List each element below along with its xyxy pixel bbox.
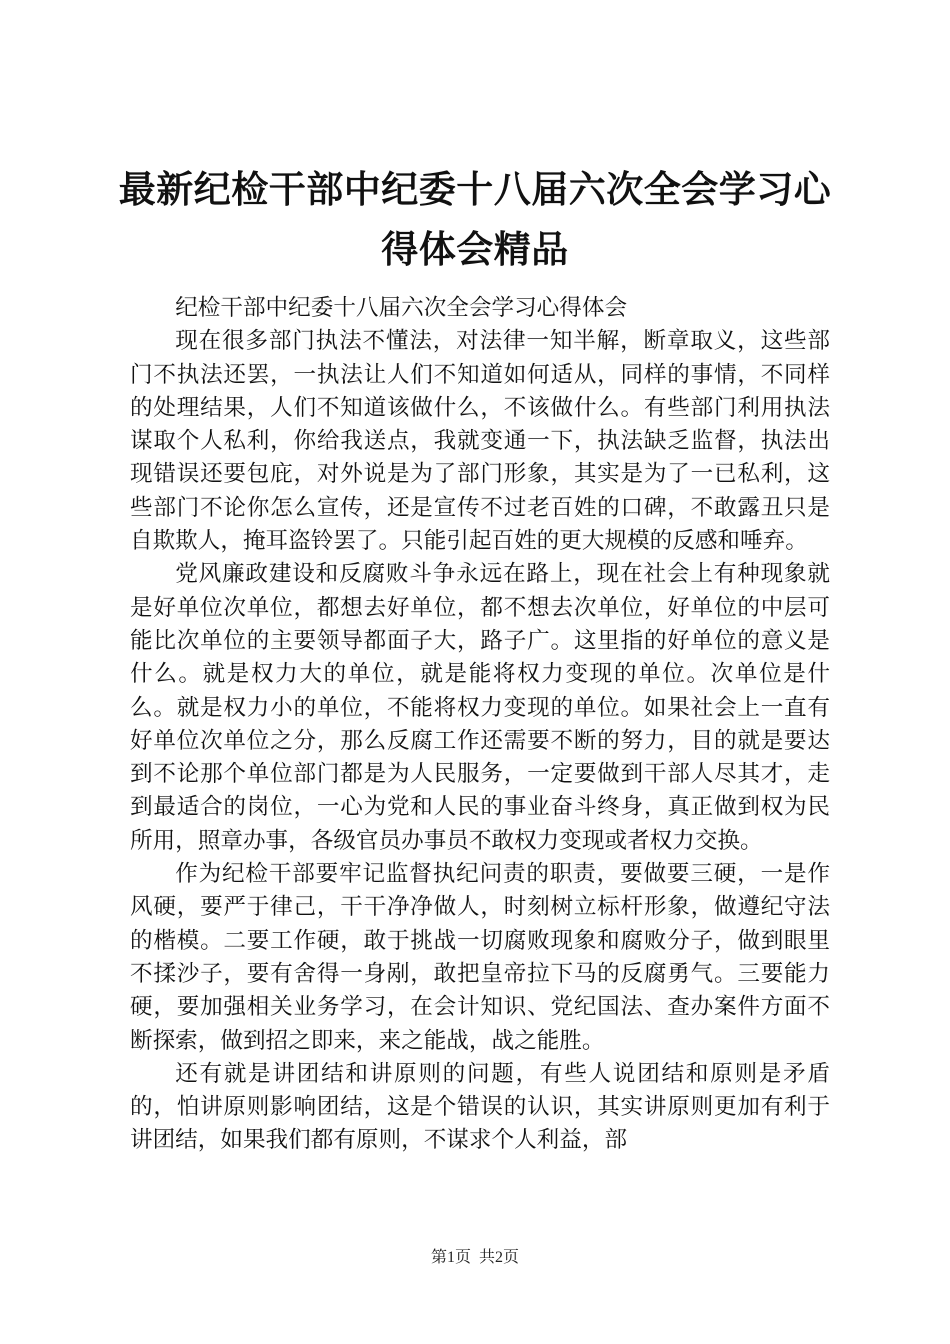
document-subtitle: 纪检干部中纪委十八届六次全会学习心得体会: [175, 295, 628, 321]
paragraph-4: 还有就是讲团结和讲原则的问题，有些人说团结和原则是矛盾的，怕讲原则影响团结，这是个错误的认识，其实讲原则更加有利于讲团结，如果我们都有原则，不谋求个人利益，部: [130, 1060, 830, 1154]
paragraph-2: 党风廉政建设和反腐败斗争永远在路上，现在社会上有种现象就是好单位次单位，都想去好单位，都不想去次单位，好单位的中层可能比次单位的主要领导都面子大，路子广。这里指的好单位的意义是什么。就是权力大的单位，就是能将权力变现的单位。次单位是什么。就是权力小的单位，不能将权力变现的单位。如果社会上一直有好单位次单位之分，那么反腐工作还需要不断的努力，目的就是要达到不论那个单位部门都是为人民服务，一定要做到干部人尽其才，走到最适合的岗位，一心为党和人民的事业奋斗终身，真正做到权为民所用，照章办事，各级官员办事员不敢权力变现或者权力交换。: [130, 561, 830, 854]
page-footer: [0, 1244, 950, 1267]
page-total: 共2页: [479, 1249, 520, 1266]
paragraph-3: 作为纪检干部要牢记监督执纪问责的职责，要做要三硬，一是作风硬，要严于律己，干干净净做人，时刻树立标杆形象，做遵纪守法的楷模。二要工作硬，敢于挑战一切腐败现象和腐败分子，做到眼里不揉沙子，要有舍得一身剐，敢把皇帝拉下马的反腐勇气。三要能力硬，要加强相关业务学习，在会计知识、党纪国法、查办案件方面不断探索，做到招之即来，来之能战，战之能胜。: [130, 861, 830, 1054]
paragraph-1: 现在很多部门执法不懂法，对法律一知半解，断章取义，这些部门不执法还罢，一执法让人们不知道如何适从，同样的事情，不同样的处理结果，人们不知道该做什么，不该做什么。有些部门利用执法谋取个人私利，你给我送点，我就变通一下，执法缺乏监督，执法出现错误还要包庇，对外说是为了部门形象，其实是为了一已私利，这些部门不论你怎么宣传，还是宣传不过老百姓的口碑，不敢露丑只是自欺欺人，掩耳盗铃罢了。只能引起百姓的更大规模的反感和唾弃。: [130, 328, 830, 555]
document-body: [130, 292, 830, 1158]
document-title: 最新纪检干部中纪委十八届六次全会学习心得体会精品: [118, 168, 832, 271]
page-number: 第1页: [430, 1249, 471, 1266]
